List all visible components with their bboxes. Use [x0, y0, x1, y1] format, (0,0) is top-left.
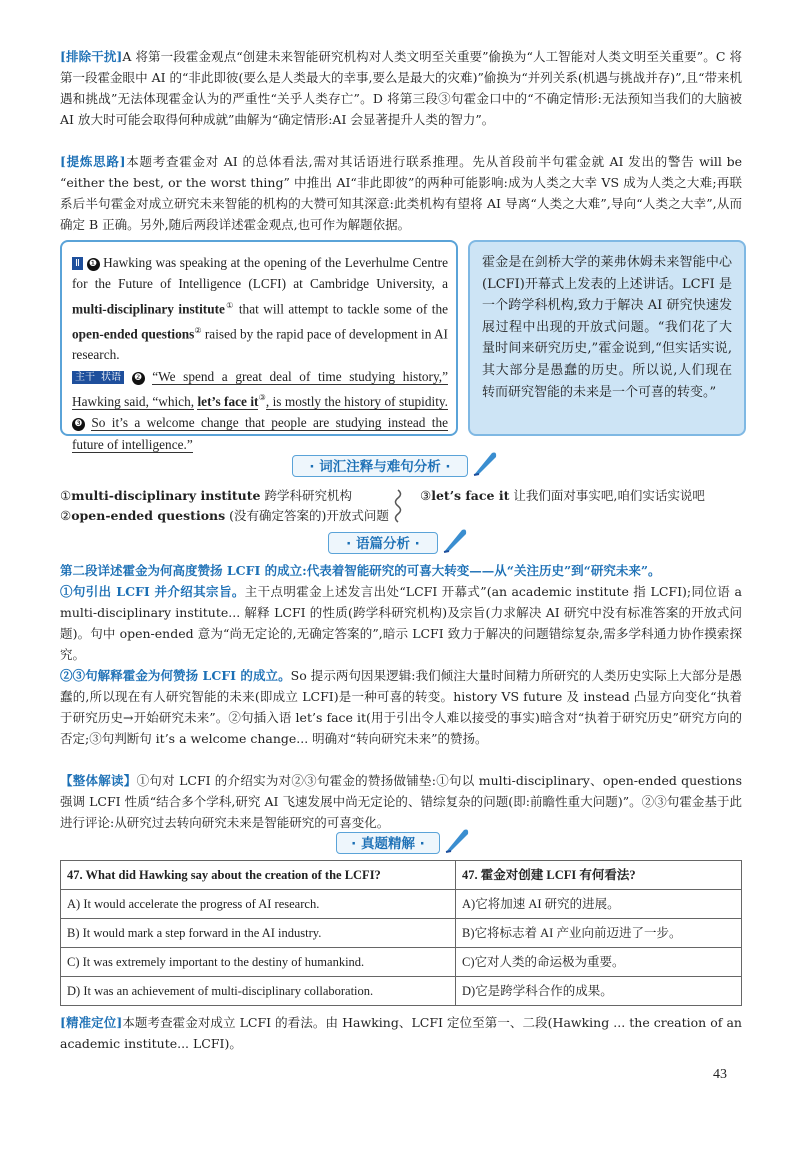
analysis-2-heading: ②③句解释霍金为何赞扬 LCFI 的成立。 [60, 668, 291, 683]
sentence-2-marker: ❷ [132, 372, 145, 385]
option-c-en: C) It was extremely important to the destiny of humankind. [61, 948, 456, 977]
sentence-1-part-a: Hawking was speaking at the opening of the Leverhulme Centre for the Future of Intelligence (LCFI) at Cambridge University, a [72, 255, 448, 292]
vocab-3-cn: 让我们面对事实吧,咱们实话实说吧 [513, 488, 705, 503]
translation-box [468, 240, 746, 436]
quiz-heading: · 真题精解 · [336, 832, 440, 854]
option-d-en: D) It was an achievement of multi-disciplinary collaboration. [61, 977, 456, 1006]
quill-pen-icon [442, 825, 472, 855]
sentence-3-marker: ❸ [72, 418, 85, 431]
note-1-marker: ① [224, 300, 235, 310]
page-number: 43 [713, 1067, 727, 1082]
analysis-2-text: So 提示两句因果逻辑:我们倾注大量时间精力所研究的人类历史实际上大部分是愚蠢的,所以现在有人研究智能的未来(即成立 LCFI)是一种可喜的转变。history VS future 及 instead 凸显方向变化“执着于研究历史→开始研究未来”。②句插入语 let’s face it(用于引出令人难以接受的事实)暗含对“执着于研究历史”研究方向的否定;③句判断句 it’s a welcome change... 明确对“转向研究未来”的赞扬。 [60, 668, 742, 746]
analysis-overall-text: ①句对 LCFI 的介绍实为对②③句霍金的赞扬做铺垫:①句以 multi-disciplinary、open-ended questions 强调 LCFI 性质“结合多个学科,研究 AI 飞速发展中尚无定论的、错综复杂的问题(即:前瞻性重大问题)”。②③句霍金基于此进行评论:从研究过去转向研究未来是智能研究的可喜变化。 [60, 773, 742, 830]
vocab-3-num: ③ [420, 488, 432, 503]
tag-adverbial: 状语 [98, 371, 124, 384]
quill-pen-icon [440, 525, 470, 555]
analysis-overall [60, 770, 742, 833]
refine-thinking-text: 本题考查霍金对 AI 的总体看法,需对其话语进行联系推理。先从首段前半句霍金就 AI 发出的警告 will be “either the best, or the worst thing” 中推出 AI“非此即彼”的两种可能影响:成为人类之大幸 VS 成为人类之大难;再联系后半句霍金对成立研究未来智能的机构的大赞可知其深意:此类机构有望将 AI 导离“人类之大难”,导向“人类之大幸”,从而确定 B 正确。另外,随后两段详述霍金观点,也可作为解题依据。 [60, 154, 742, 232]
precise-location-tag: [精准定位] [60, 1015, 123, 1030]
paragraph-refine-thinking [60, 151, 742, 235]
sentence-1-part-b: that will attempt to tackle some of the [238, 301, 449, 317]
refine-thinking-tag: [提炼思路] [60, 154, 126, 169]
table-row [61, 948, 742, 977]
vocab-2-term: open-ended questions [71, 508, 226, 523]
keyword-open-ended: open-ended questions [72, 326, 195, 342]
table-row [61, 977, 742, 1006]
option-b-cn: B)它将标志着 AI 产业向前迈进了一步。 [456, 919, 742, 948]
question-en: 47. What did Hawking say about the creation of the LCFI? [61, 861, 456, 890]
table-row [61, 890, 742, 919]
vocab-item-2 [60, 506, 389, 526]
precise-location-text: 本题考查霍金对成立 LCFI 的看法。由 Hawking、LCFI 定位至第一、二段(Hawking ... the creation of an academic institute... LCFI)。 [60, 1015, 742, 1051]
analysis-overall-heading: 【整体解读】 [60, 773, 137, 788]
exclude-distractors-text: A 将第一段霍金观点“创建未来智能研究机构对人类文明至关重要”偷换为“人工智能对人类文明至关重要”。C 将第一段霍金眼中 AI 的“非此即彼(要么是人类最大的幸事,要么是最大的灾难)”偷换为“并列关系(机遇与挑战并存)”,且“带来机遇和挑战”无法体现霍金认为的严重性“关乎人类存亡”。D 将第三段③句霍金口中的“不确定情形:无法预知当我们的大脑被 AI 放大时可能会取得何种成就”曲解为“确定情形:AI 会显著提升人类的智力”。 [60, 49, 742, 127]
analysis-1-text: 主干点明霍金上述发言出处“LCFI 开幕式”(an academic institute 指 LCFI);同位语 a multi-disciplinary institute... 解释 LCFI 的性质(跨学科研究机构)及宗旨(力求解决 AI 研究中没有标准答案的开放式问题)。句中 open-ended 意为“尚无定论的,无确定答案的”,暗示 LCFI 致力于解决的问题错综复杂,需多学科通力协作摸索探究。 [60, 584, 742, 662]
vocab-3-term: let’s face it [431, 488, 510, 503]
table-row [61, 861, 742, 890]
binding-spiral-icon [392, 488, 404, 524]
vocab-2-cn: (没有确定答案的)开放式问题 [229, 508, 389, 523]
paragraph-precise-location [60, 1012, 742, 1054]
keyword-lets-face-it: let’s face it [197, 393, 259, 409]
exclude-distractors-tag: [排除干扰] [60, 49, 123, 64]
analysis-heading: · 语篇分析 · [328, 532, 438, 554]
paragraph-mark: Ⅱ [72, 257, 83, 270]
passage-box [60, 240, 458, 452]
vocab-1-cn: 跨学科研究机构 [264, 488, 352, 503]
quill-pen-icon [470, 448, 500, 478]
analysis-1-heading: ①句引出 LCFI 并介绍其宗旨。 [60, 584, 245, 599]
vocab-2-num: ② [60, 508, 72, 523]
sentence-1-marker: ❶ [87, 258, 100, 271]
sentence-1-part-c: raised by the rapid pace of development in AI research. [72, 326, 448, 363]
analysis-sentence-2-3 [60, 665, 742, 749]
analysis-sentence-1 [60, 581, 742, 665]
option-a-en: A) It would accelerate the progress of AI research. [61, 890, 456, 919]
sentence-3: So it’s a welcome change that people are studying instead the future of intelligence.” [72, 415, 449, 452]
option-b-en: B) It would mark a step forward in the AI industry. [61, 919, 456, 948]
keyword-multi-disciplinary: multi-disciplinary institute [72, 301, 225, 317]
option-c-cn: C)它对人类的命运极为重要。 [456, 948, 742, 977]
vocab-item-3 [420, 486, 705, 506]
vocab-heading: · 词汇注释与难句分析 · [292, 455, 468, 477]
sentence-2-part-b: , is mostly the history of stupidity. [265, 393, 448, 409]
table-row [61, 919, 742, 948]
vocab-1-num: ① [60, 488, 72, 503]
sentence-2-part-a: “We spend a great deal of time studying history,” Hawking said, “which, [72, 368, 448, 409]
translation-text: 霍金是在剑桥大学的莱弗休姆未来智能中心(LCFI)开幕式上发表的上述讲话。LCFI 是一个跨学科机构,致力于解决 AI 研究快速发展过程中出现的开放式问题。“我们花了大量时间来研究历史,”霍金说到,“但实话实说,其大部分是愚蠢的历史。所以说,人们现在转而研究智能的未来是一个可喜的转变。” [482, 255, 732, 400]
note-2-marker: ② [194, 325, 202, 335]
analysis-summary: 第二段详述霍金为何高度赞扬 LCFI 的成立:代表着智能研究的可喜大转变——从“关注历史”到“研究未来”。 [60, 563, 661, 578]
paragraph-exclude-distractors [60, 46, 742, 130]
vocab-1-term: multi-disciplinary institute [71, 488, 261, 503]
tag-main: 主干 [72, 371, 98, 384]
question-table [60, 860, 742, 1006]
option-d-cn: D)它是跨学科合作的成果。 [456, 977, 742, 1006]
note-3-marker: ③ [258, 393, 266, 403]
option-a-cn: A)它将加速 AI 研究的进展。 [456, 890, 742, 919]
vocab-item-1 [60, 486, 352, 506]
question-cn: 47. 霍金对创建 LCFI 有何看法? [456, 861, 742, 890]
